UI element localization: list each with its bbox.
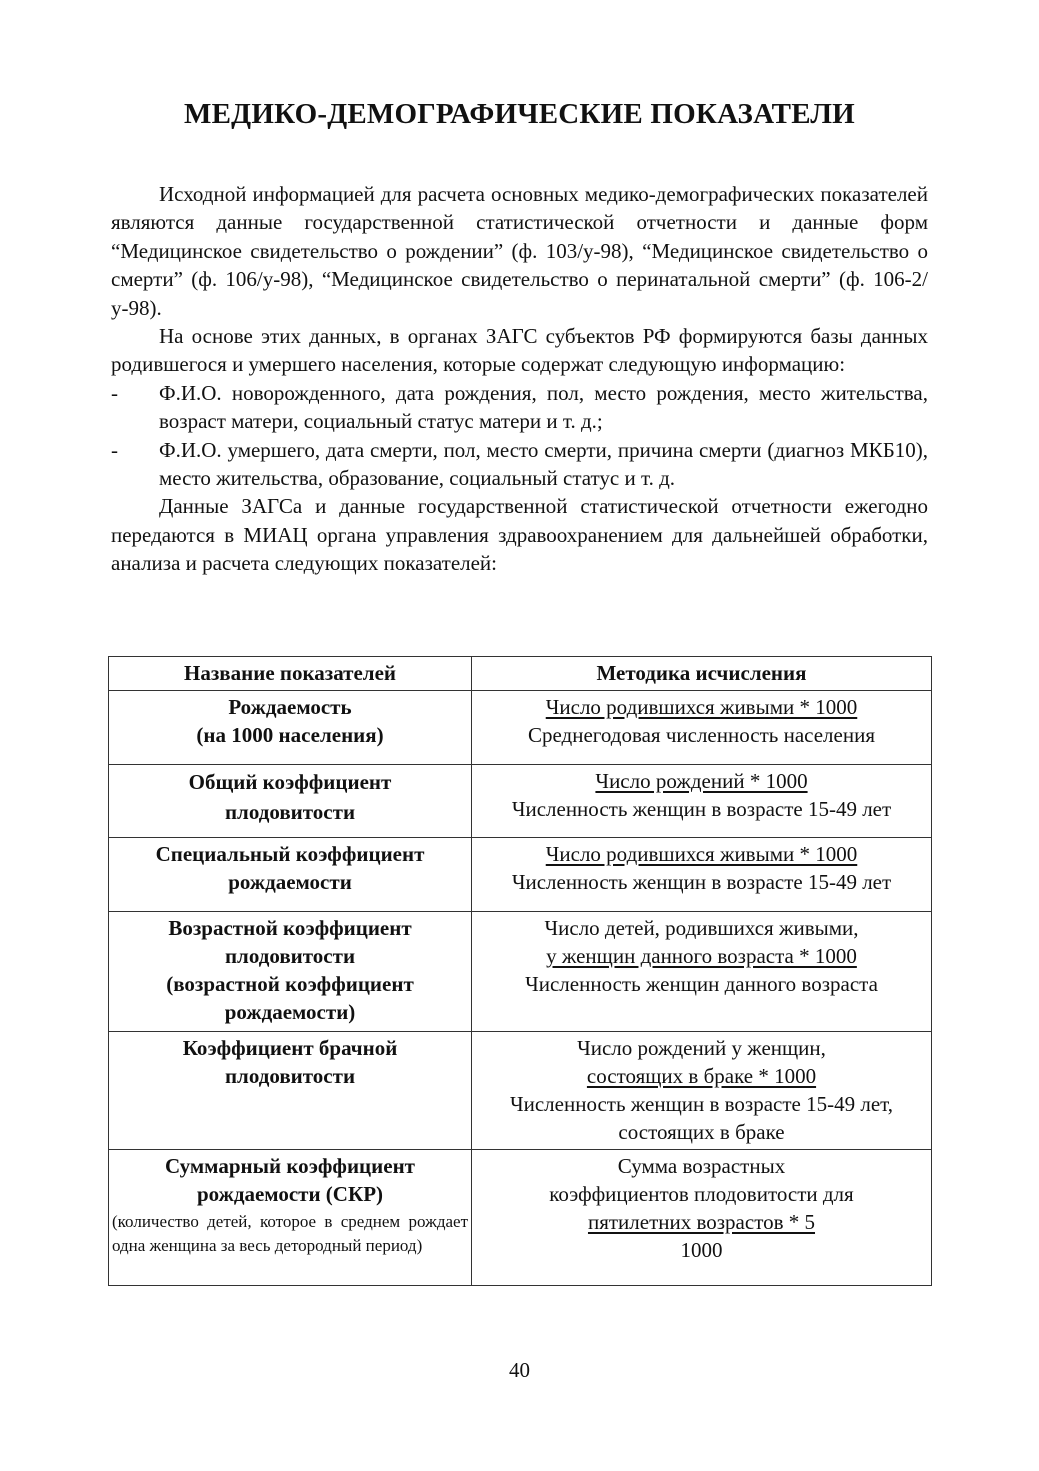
- indicators-table: [108, 656, 932, 1286]
- formula-denominator: Численность женщин в возрасте 15-49 лет: [511, 870, 892, 894]
- indicator-name-line: рождаемости (СКР): [196, 1182, 384, 1206]
- formula-numerator: пятилетних возрастов * 5: [587, 1210, 816, 1234]
- formula-cell: [472, 1150, 932, 1286]
- indicator-name-line: (на 1000 населения): [196, 723, 384, 747]
- formula-numerator-line: коэффициентов плодовитости для: [549, 1182, 854, 1206]
- formula-denominator-line: состоящих в браке: [618, 1120, 785, 1144]
- formula-denominator: Численность женщин данного возраста: [525, 972, 878, 996]
- formula-numerator: у женщин данного возраста * 1000: [546, 944, 857, 968]
- indicator-note: (количество детей, которое в среднем рождает одна женщина за весь детородный период): [112, 1212, 468, 1255]
- paragraph: Данные ЗАГСа и данные государственной статистической отчетности ежегодно передаются в МИАЦ органа управления здравоохранением для дальнейшей обработки, анализа и расчета следующих показателей:: [111, 494, 928, 576]
- formula-numerator-line: Число рождений у женщин,: [577, 1036, 826, 1060]
- formula-numerator-line: Сумма возрастных: [617, 1154, 786, 1178]
- table-row: [109, 765, 932, 838]
- formula-cell: [472, 1032, 932, 1150]
- page-title: МЕДИКО-ДЕМОГРАФИЧЕСКИЕ ПОКАЗАТЕЛИ: [184, 98, 855, 130]
- formula-numerator: состоящих в браке * 1000: [586, 1064, 817, 1088]
- column-header-name: Название показателей: [109, 657, 472, 691]
- list-item-text: Ф.И.О. новорожденного, дата рождения, пол, место рождения, место жительства, возраст матери, социальный статус матери и т. д.;: [159, 380, 928, 434]
- formula-cell: [472, 691, 932, 765]
- table-row: [109, 691, 932, 765]
- table-row: [109, 912, 932, 1032]
- indicator-name-line: плодовитости: [224, 800, 356, 824]
- indicator-name-line: плодовитости: [224, 944, 356, 968]
- indicator-name-cell: [109, 838, 472, 912]
- indicator-name-line: рождаемости: [228, 870, 352, 894]
- indicator-name-line: плодовитости: [224, 1064, 356, 1088]
- column-header-method: Методика исчисления: [472, 657, 932, 691]
- list-item: [111, 379, 928, 436]
- paragraph: Исходной информацией для расчета основных медико-демографических показателей являются данные государственной статистической отчетности и данные форм “Медицинское свидетельство о рождении” (ф. 103/у-98), “Медицинское свидетельство о смерти” (ф. 106/у-98), “Медицинское свидетельство о перинатальной смерти” (ф. 106-2/у-98).: [111, 182, 928, 320]
- indicator-name-cell: [109, 1032, 472, 1150]
- list-item-text: Ф.И.О. умершего, дата смерти, пол, место смерти, причина смерти (диагноз МКБ10), место жительства, образование, социальный статус и т. д.: [159, 437, 928, 491]
- formula-cell: [472, 838, 932, 912]
- formula-numerator: Число родившихся живыми * 1000: [545, 842, 858, 866]
- formula-cell: [472, 912, 932, 1032]
- table-row: [109, 1150, 932, 1286]
- indicator-name-line: Общий коэффициент: [188, 770, 392, 794]
- indicator-name-line: Суммарный коэффициент: [165, 1154, 415, 1178]
- indicator-name-line: Специальный коэффициент: [155, 842, 425, 866]
- formula-denominator: Численность женщин в возрасте 15-49 лет: [511, 797, 892, 821]
- indicator-name-line: Коэффициент брачной: [182, 1036, 398, 1060]
- table-row: [109, 838, 932, 912]
- formula-denominator: 1000: [680, 1238, 723, 1262]
- table-header-row: [109, 657, 932, 691]
- indicator-name-cell: [109, 765, 472, 838]
- indicator-name-cell: [109, 1150, 472, 1286]
- indicator-name-cell: [109, 912, 472, 1032]
- formula-numerator: Число рождений * 1000: [595, 769, 808, 793]
- list-marker: -: [111, 380, 118, 405]
- formula-cell: [472, 765, 932, 838]
- indicator-name-line: Возрастной коэффициент: [168, 916, 412, 940]
- formula-denominator: Численность женщин в возрасте 15-49 лет,: [509, 1092, 894, 1116]
- intro-text: [111, 180, 928, 578]
- info-list: [111, 379, 928, 493]
- page-number: 40: [509, 1358, 530, 1382]
- indicator-name-cell: [109, 691, 472, 765]
- formula-denominator: Среднегодовая численность населения: [528, 723, 875, 747]
- list-item: [111, 436, 928, 493]
- indicator-name-line: рождаемости): [224, 1000, 356, 1024]
- indicator-name-line: (возрастной коэффициент: [166, 972, 414, 996]
- formula-numerator-line: Число детей, родившихся живыми,: [544, 916, 859, 940]
- table-row: [109, 1032, 932, 1150]
- formula-numerator: Число родившихся живыми * 1000: [545, 695, 858, 719]
- paragraph: На основе этих данных, в органах ЗАГС субъектов РФ формируются базы данных родившегося и умершего населения, которые содержат следующую информацию:: [111, 324, 928, 377]
- list-marker: -: [111, 437, 118, 462]
- indicator-name-line: Рождаемость: [228, 695, 352, 719]
